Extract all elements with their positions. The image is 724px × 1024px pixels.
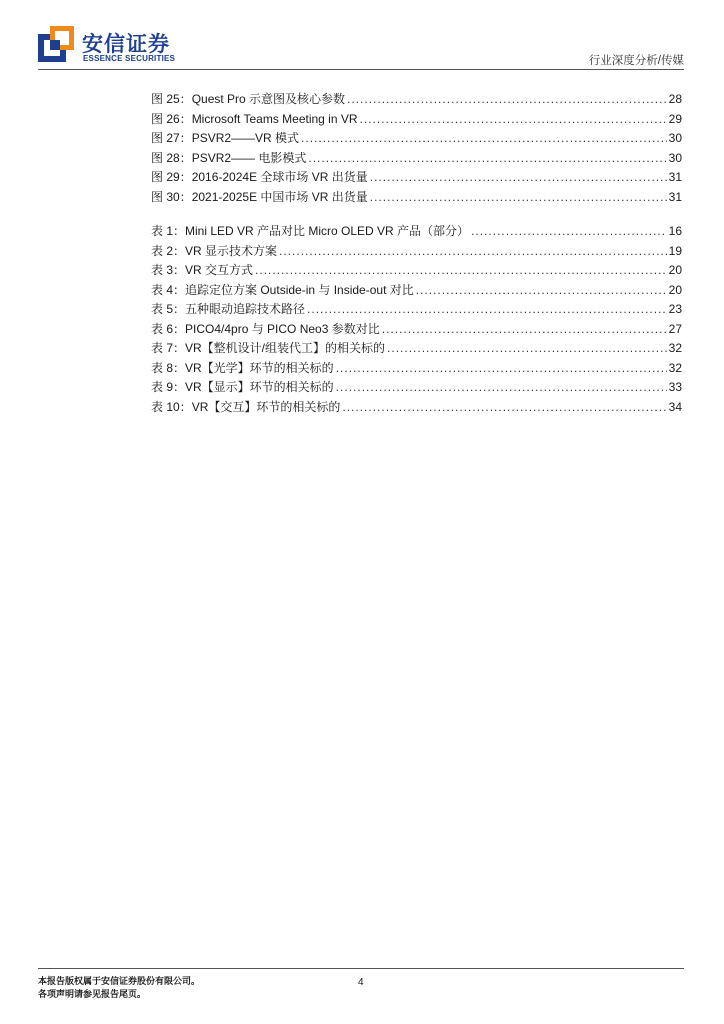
toc-label: 表 9： xyxy=(151,380,186,394)
toc-title: 2016-2024E 全球市场 VR 出货量 xyxy=(191,170,368,184)
logo-mark-icon xyxy=(38,26,74,62)
toc-entry[interactable] xyxy=(151,168,682,188)
toc-page: 20 xyxy=(668,282,682,297)
toc-leader xyxy=(387,339,667,359)
toc-label: 图 27： xyxy=(151,131,192,145)
toc-leader xyxy=(471,222,667,242)
toc-entry[interactable] xyxy=(151,222,682,242)
toc-leader xyxy=(370,168,667,188)
logo-english-name: ESSENCE SECURITIES xyxy=(83,54,176,63)
toc-entry[interactable] xyxy=(151,110,682,130)
toc-entry[interactable] xyxy=(151,300,682,320)
toc-leader xyxy=(370,188,667,208)
toc-page: 32 xyxy=(668,341,682,355)
toc-entry[interactable] xyxy=(151,242,682,262)
toc-label: 图 26： xyxy=(151,111,192,126)
toc-entry[interactable] xyxy=(151,378,682,398)
toc-label: 表 2： xyxy=(151,243,186,258)
toc-label: 表 10： xyxy=(151,399,192,414)
toc-entry[interactable] xyxy=(151,129,682,149)
toc-entry[interactable] xyxy=(151,261,682,281)
toc-label: 表 8： xyxy=(151,360,186,375)
toc-leader xyxy=(360,110,667,130)
toc-page: 27 xyxy=(668,321,682,336)
toc-page: 31 xyxy=(668,170,682,184)
toc-label: 表 3： xyxy=(151,263,186,277)
toc-label: 图 30： xyxy=(151,189,192,204)
toc-page: 30 xyxy=(668,150,682,165)
toc-page: 28 xyxy=(668,92,682,106)
toc-entry[interactable] xyxy=(151,339,682,359)
toc-page: 30 xyxy=(668,131,682,145)
toc-leader xyxy=(255,261,667,281)
toc-entry[interactable] xyxy=(151,90,682,110)
toc-title: VR【光学】环节的相关标的 xyxy=(185,360,334,375)
toc-label: 表 4： xyxy=(151,282,186,297)
toc-page: 19 xyxy=(668,243,682,258)
toc-page: 20 xyxy=(668,263,682,277)
logo-chinese-name: 安信证券 xyxy=(82,32,170,56)
toc-title: VR 显示技术方案 xyxy=(185,243,278,258)
toc-entry[interactable] xyxy=(151,398,682,418)
toc-leader xyxy=(342,398,666,418)
toc-title: Microsoft Teams Meeting in VR xyxy=(191,111,358,126)
toc-title: 2021-2025E 中国市场 VR 出货量 xyxy=(191,189,368,204)
toc-label: 图 28： xyxy=(151,150,192,165)
report-category: 行业深度分析/传媒 xyxy=(588,55,684,67)
toc-page: 31 xyxy=(668,189,682,204)
footer-disclaimer xyxy=(38,976,200,1002)
toc-leader xyxy=(307,300,667,320)
toc-leader xyxy=(336,378,667,398)
toc-label: 表 5： xyxy=(151,302,186,316)
toc-leader xyxy=(347,90,667,110)
page-number: 4 xyxy=(358,977,364,988)
toc-entry[interactable] xyxy=(151,188,682,208)
toc-title: 追踪定位方案 Outside-in 与 Inside-out 对比 xyxy=(185,282,414,297)
toc-title: PSVR2——VR 模式 xyxy=(191,131,300,145)
toc-page: 16 xyxy=(668,224,682,238)
figure-list xyxy=(151,90,682,207)
company-logo xyxy=(38,26,198,66)
toc-leader xyxy=(279,242,667,262)
toc-leader xyxy=(416,281,667,301)
toc-title: VR【整机设计/组装代工】的相关标的 xyxy=(185,341,386,355)
toc-leader xyxy=(301,129,667,149)
toc-title: PSVR2—— 电影模式 xyxy=(191,150,307,165)
header-divider xyxy=(38,69,684,70)
toc-page: 33 xyxy=(668,380,682,394)
toc-page: 23 xyxy=(668,302,682,316)
toc-label: 表 7： xyxy=(151,341,186,355)
toc-leader xyxy=(336,359,667,379)
toc-page: 29 xyxy=(668,111,682,126)
toc-title: Quest Pro 示意图及核心参数 xyxy=(191,92,346,106)
footer-notice: 各项声明请参见报告尾页。 xyxy=(38,990,147,1000)
toc-page: 32 xyxy=(668,360,682,375)
toc-title: VR【显示】环节的相关标的 xyxy=(185,380,334,394)
footer-copyright: 本报告版权属于安信证券股份有限公司。 xyxy=(38,977,201,987)
toc-page: 34 xyxy=(668,399,682,414)
toc-leader xyxy=(308,149,666,169)
toc-leader xyxy=(382,320,667,340)
toc-entry[interactable] xyxy=(151,359,682,379)
toc-title: Mini LED VR 产品对比 Micro OLED VR 产品（部分） xyxy=(185,224,470,238)
toc-label: 表 6： xyxy=(151,321,186,336)
toc-entry[interactable] xyxy=(151,149,682,169)
toc-title: PICO4/4pro 与 PICO Neo3 参数对比 xyxy=(185,321,380,336)
toc-label: 图 25： xyxy=(151,92,192,106)
toc-title: VR 交互方式 xyxy=(185,263,254,277)
footer-divider xyxy=(38,968,684,969)
toc-label: 表 1： xyxy=(151,224,186,238)
toc-title: VR【交互】环节的相关标的 xyxy=(191,399,341,414)
toc-entry[interactable] xyxy=(151,281,682,301)
toc-title: 五种眼动追踪技术路径 xyxy=(185,302,306,316)
table-list xyxy=(151,222,682,417)
toc-label: 图 29： xyxy=(151,170,192,184)
toc-entry[interactable] xyxy=(151,320,682,340)
